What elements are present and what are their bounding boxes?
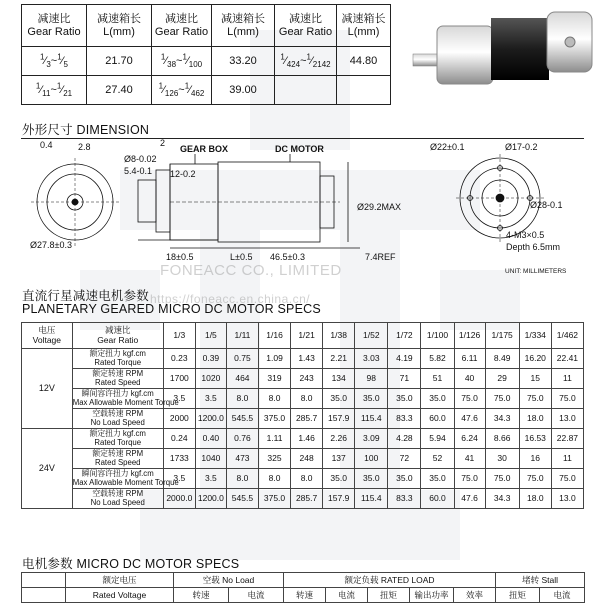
parameter-en: Rated Speed: [94, 457, 141, 467]
header-cn: 减速箱长: [341, 12, 386, 25]
spec-value: 1.43: [291, 349, 323, 369]
spec-value: 8.0: [291, 469, 323, 489]
gear-ratio-row: [22, 47, 391, 76]
ratio-column-header: 1/3: [163, 323, 195, 349]
motor-blank-cell: [22, 573, 66, 588]
ratio-part: ~: [300, 54, 307, 67]
ratio-part: 1: [158, 80, 164, 90]
parameter-cell: [72, 468, 179, 489]
dim-465: 46.5±0.3: [270, 252, 305, 262]
gear-ratio-range: $^1⁄_{424}\sim^1⁄_{2142}$: [275, 47, 337, 76]
motor-sub-header: 电流: [326, 588, 368, 603]
spec-value: 11: [551, 449, 583, 469]
ratio-part: 1: [306, 51, 311, 61]
specs-title-en: PLANETARY GEARED MICRO DC MOTOR SPECS: [22, 302, 321, 316]
spec-value: 115.4: [355, 489, 388, 509]
ratio-column-header: 1/11: [226, 323, 258, 349]
spec-row: [22, 489, 584, 509]
header-en: Gear Ratio: [278, 25, 333, 38]
spec-value: 16.53: [519, 429, 551, 449]
ratio-part: ~: [50, 83, 57, 96]
dim-8: Ø8-0.02: [124, 154, 157, 164]
specs-title-cn: 直流行星减速电机参数: [22, 289, 150, 303]
dimension-title: 外形尺寸 DIMENSION: [22, 123, 150, 137]
ratio-part: ~: [178, 83, 185, 96]
motor-photo: [405, 2, 595, 92]
spec-value: 1.09: [258, 349, 290, 369]
header-en: L(mm): [347, 25, 380, 38]
spec-value: 72: [388, 449, 421, 469]
spec-value: 8.0: [291, 389, 323, 409]
gear-box-length: 44.80: [337, 47, 391, 76]
spec-value: 375.0: [258, 489, 290, 509]
spec-value: 41: [454, 449, 485, 469]
spec-value: 75.0: [454, 469, 485, 489]
spec-value: 1.11: [258, 429, 290, 449]
spec-value: 0.40: [195, 429, 226, 449]
dim-292: Ø29.2MAX: [357, 202, 402, 212]
dim-278: Ø27.8±0.3: [30, 240, 72, 250]
parameter-cell: [72, 409, 163, 429]
header-en: Gear Ratio: [154, 25, 209, 38]
dc-motor-label: DC MOTOR: [275, 144, 324, 154]
spec-value: 13.0: [551, 489, 583, 509]
ratio-column-header: 1/5: [195, 323, 226, 349]
spec-value: 8.66: [485, 429, 519, 449]
dim-04: 0.4: [40, 140, 53, 150]
parameter-cn: 额定扭力 kgf.cm: [89, 348, 146, 358]
spec-row: [22, 429, 584, 449]
gear-ratio-row: [22, 76, 391, 105]
dim-m3: 4-M3×0.5: [506, 230, 545, 240]
spec-value: 100: [355, 449, 388, 469]
spec-value: 1200.0: [195, 489, 226, 509]
ratio-part: 1: [56, 80, 62, 90]
spec-value: 35.0: [355, 469, 388, 489]
motor-blank-cell: [22, 588, 66, 603]
parameter-cn: 额定转速 RPM: [92, 368, 144, 378]
dim-2: 2: [160, 138, 166, 148]
spec-value: 3.5: [163, 389, 195, 409]
no-load-header: 空载 No Load: [174, 573, 284, 588]
parameter-cell: [72, 388, 179, 409]
spec-value: 83.3: [388, 489, 421, 509]
spec-value: 8.0: [226, 389, 258, 409]
rated-voltage-en: Rated Voltage: [66, 588, 174, 603]
spec-value: 60.0: [421, 409, 454, 429]
spec-value: 75.0: [485, 469, 519, 489]
spec-value: 35.0: [323, 389, 355, 409]
ratio-part: 1: [280, 51, 285, 61]
specs-header-row: [22, 323, 584, 349]
spec-value: 3.5: [163, 469, 195, 489]
spec-value: 545.5: [226, 409, 258, 429]
parameter-cn: 空载转速 RPM: [92, 488, 144, 498]
ratio-column-header: 1/100: [421, 323, 454, 349]
spec-value: 15: [519, 369, 551, 389]
spec-value: 0.23: [163, 349, 195, 369]
watermark-url: https://foneacc.en.china.cn/: [150, 292, 311, 306]
spec-value: 83.3: [388, 409, 421, 429]
motor-sub-header: 电流: [540, 588, 585, 603]
gear-box-length: 39.00: [212, 76, 275, 105]
spec-value: 319: [258, 369, 290, 389]
dim-54: 5.4-0.1: [124, 166, 153, 176]
spec-value: 5.82: [421, 349, 454, 369]
dim-28: 2.8: [78, 142, 91, 152]
spec-value: 2000.0: [163, 489, 195, 509]
header-en: L(mm): [103, 25, 135, 38]
gear-box-length: 21.70: [87, 47, 152, 76]
ratio-part: 11: [42, 88, 51, 98]
parameter-cn: 空载转速 RPM: [92, 408, 144, 418]
rated-load-header: 额定负载 RATED LOAD: [284, 573, 496, 588]
specs-table: [21, 322, 584, 509]
motor-specs-title: 电机参数 MICRO DC MOTOR SPECS: [22, 557, 240, 571]
gear-ratio-range: $^1⁄_3\sim^1⁄_5$: [22, 47, 87, 76]
spec-value: 8.0: [258, 469, 290, 489]
spec-value: 8.49: [485, 349, 519, 369]
spec-value: 98: [355, 369, 388, 389]
spec-value: 35.0: [323, 469, 355, 489]
spec-value: 71: [388, 369, 421, 389]
parameter-en: Rated Torque: [94, 357, 142, 367]
spec-value: 22.41: [551, 349, 583, 369]
dim-12: 12-0.2: [170, 169, 196, 179]
gear-ratio-header: [22, 5, 87, 47]
ratio-header-en: Gear Ratio: [97, 334, 139, 345]
spec-value: 60.0: [421, 489, 454, 509]
spec-value: 0.39: [195, 349, 226, 369]
spec-value: 464: [226, 369, 258, 389]
spec-value: 2.26: [323, 429, 355, 449]
ratio-part: 1: [184, 80, 190, 90]
ratio-part: 3: [46, 59, 51, 69]
motor-sub-header: 转速: [174, 588, 229, 603]
spec-value: 1200.0: [195, 409, 226, 429]
ratio-part: 126: [164, 88, 179, 98]
ratio-column-header: 1/126: [454, 323, 485, 349]
spec-value: 35.0: [421, 469, 454, 489]
voltage-header-en: Voltage: [32, 334, 62, 345]
motor-sub-header: 效率: [454, 588, 496, 603]
spec-value: 75.0: [485, 389, 519, 409]
ratio-part: 21: [63, 88, 73, 98]
rated-voltage-header: 额定电压: [66, 573, 174, 588]
spec-value: 34.3: [485, 409, 519, 429]
parameter-en: Max Allowable Moment Torque: [72, 397, 179, 407]
motor-specs-table: [21, 572, 585, 603]
parameter-cn: 瞬间容许扭力 kgf.cm: [81, 388, 154, 398]
spec-value: 325: [258, 449, 290, 469]
parameter-cn: 额定扭力 kgf.cm: [89, 428, 146, 438]
header-cn: 减速比: [165, 12, 198, 25]
spec-value: 473: [226, 449, 258, 469]
dimension-drawing: [20, 140, 585, 275]
ratio-column-header: 1/52: [355, 323, 388, 349]
spec-value: 0.75: [226, 349, 258, 369]
unit-label: UNIT: MILLIMETERS: [505, 268, 567, 275]
gear-box-length: [275, 76, 337, 105]
spec-value: 0.24: [163, 429, 195, 449]
ratio-part: ~: [50, 54, 58, 67]
parameter-cell: [72, 489, 163, 509]
ratio-part: 424: [286, 59, 301, 69]
spec-value: 35.0: [388, 469, 421, 489]
ratio-part: 1: [35, 80, 41, 90]
parameter-en: No Load Speed: [90, 417, 145, 427]
gear-ratio-range: $^1⁄_{126}\sim^1⁄_{462}$: [152, 76, 212, 105]
spec-value: 75.0: [454, 389, 485, 409]
spec-value: 18.0: [519, 409, 551, 429]
dimension-rule: [21, 138, 584, 139]
voltage-cell: 12V: [22, 349, 73, 429]
ratio-part: 462: [191, 88, 205, 98]
dim-depth: Depth 6.5mm: [506, 242, 561, 252]
ratio-column-header: 1/21: [291, 323, 323, 349]
spec-value: 75.0: [519, 389, 551, 409]
parameter-cn: 额定转速 RPM: [92, 448, 144, 458]
gear-ratio-header: [152, 5, 212, 47]
spec-value: 5.94: [421, 429, 454, 449]
spec-value: 134: [323, 369, 355, 389]
ratio-part: ~: [176, 54, 183, 67]
gear-box-length: 33.20: [212, 47, 275, 76]
dim-17: Ø17-0.2: [505, 142, 538, 152]
spec-value: 3.5: [195, 469, 226, 489]
spec-value: 29: [485, 369, 519, 389]
watermark-company: FONEACC CO., LIMITED: [160, 262, 342, 279]
spec-value: 1700: [163, 369, 195, 389]
spec-value: 157.9: [323, 409, 355, 429]
ratio-column-header: 1/38: [323, 323, 355, 349]
spec-value: 40: [454, 369, 485, 389]
spec-value: 47.6: [454, 489, 485, 509]
header-cn: 减速箱长: [97, 12, 141, 25]
spec-row: [22, 349, 584, 369]
ratio-column-header: 1/175: [485, 323, 519, 349]
spec-value: 35.0: [421, 389, 454, 409]
gear-ratio-header: [337, 5, 391, 47]
spec-value: 4.19: [388, 349, 421, 369]
ratio-header-cn: 减速比: [104, 325, 131, 335]
spec-value: 6.11: [454, 349, 485, 369]
gear-box-length: 27.40: [87, 76, 152, 105]
spec-row: [22, 469, 584, 489]
motor-sub-header: 电流: [229, 588, 284, 603]
motor-sub-header: 转速: [284, 588, 326, 603]
spec-value: 1040: [195, 449, 226, 469]
gear-ratio-header: [275, 5, 337, 47]
spec-value: 16: [519, 449, 551, 469]
spec-value: 16.20: [519, 349, 551, 369]
parameter-en: Max Allowable Moment Torque: [72, 477, 179, 487]
parameter-cell: [72, 429, 163, 449]
ratio-part: 2142: [312, 59, 331, 69]
spec-value: 1020: [195, 369, 226, 389]
gear-ratio-range: $^1⁄_{11}\sim^1⁄_{21}$: [22, 76, 87, 105]
spec-value: 2000: [163, 409, 195, 429]
spec-value: 8.0: [226, 469, 258, 489]
ratio-part: 1: [57, 51, 62, 61]
ratio-part: 1: [160, 51, 166, 61]
spec-value: 0.76: [226, 429, 258, 449]
spec-value: 4.28: [388, 429, 421, 449]
spec-value: 51: [421, 369, 454, 389]
motor-sub-header: 扭矩: [368, 588, 410, 603]
voltage-header: [22, 323, 73, 349]
header-en: Gear Ratio: [27, 25, 81, 38]
ratio-column-header: 1/16: [258, 323, 290, 349]
spec-value: 3.09: [355, 429, 388, 449]
ratio-column-header: 1/72: [388, 323, 421, 349]
ratio-part: 100: [188, 59, 203, 69]
parameter-en: No Load Speed: [90, 497, 145, 507]
header-cn: 减速比: [289, 12, 322, 25]
spec-value: 22.87: [551, 429, 583, 449]
spec-value: 30: [485, 449, 519, 469]
spec-value: 1.46: [291, 429, 323, 449]
header-cn: 减速箱长: [221, 12, 265, 25]
parameter-cn: 瞬间容许扭力 kgf.cm: [81, 468, 154, 478]
header-cn: 减速比: [37, 12, 71, 25]
stall-header: 堵转 Stall: [496, 573, 585, 588]
spec-value: 285.7: [291, 409, 323, 429]
dim-18: 18±0.5: [166, 252, 194, 262]
spec-value: 75.0: [551, 389, 583, 409]
ratio-part: 1: [182, 51, 187, 61]
voltage-cell: 24V: [22, 429, 73, 509]
ratio-part: 38: [167, 59, 177, 69]
spec-value: 545.5: [226, 489, 258, 509]
spec-value: 137: [323, 449, 355, 469]
spec-row: [22, 369, 584, 389]
spec-value: 115.4: [355, 409, 388, 429]
parameter-en: Rated Speed: [94, 377, 141, 387]
spec-value: 75.0: [551, 469, 583, 489]
spec-value: 34.3: [485, 489, 519, 509]
spec-value: 3.03: [355, 349, 388, 369]
spec-value: 157.9: [323, 489, 355, 509]
gear-ratio-header: [212, 5, 275, 47]
spec-row: [22, 409, 584, 429]
voltage-header-cn: 电压: [38, 325, 56, 335]
spec-row: [22, 449, 584, 469]
parameter-cell: [72, 369, 163, 389]
gear-box-length: [337, 76, 391, 105]
parameter-en: Rated Torque: [94, 437, 142, 447]
spec-row: [22, 389, 584, 409]
spec-value: 243: [291, 369, 323, 389]
gear-ratio-header: [87, 5, 152, 47]
dim-28b: Ø28-0.1: [530, 200, 563, 210]
header-en: L(mm): [227, 25, 259, 38]
spec-value: 2.21: [323, 349, 355, 369]
motor-sub-header: 输出功率: [410, 588, 454, 603]
spec-value: 1733: [163, 449, 195, 469]
spec-value: 13.0: [551, 409, 583, 429]
ratio-part: 1: [40, 51, 45, 61]
spec-value: 35.0: [388, 389, 421, 409]
ratio-part: 5: [63, 59, 68, 69]
spec-value: 11: [551, 369, 583, 389]
spec-value: 52: [421, 449, 454, 469]
dim-74: 7.4REF: [365, 252, 396, 262]
spec-value: 75.0: [519, 469, 551, 489]
spec-value: 248: [291, 449, 323, 469]
parameter-cell: [72, 449, 163, 469]
spec-value: 6.24: [454, 429, 485, 449]
motor-sub-header: 扭矩: [496, 588, 540, 603]
spec-value: 8.0: [258, 389, 290, 409]
spec-value: 375.0: [258, 409, 290, 429]
spec-value: 47.6: [454, 409, 485, 429]
dim-22: Ø22±0.1: [430, 142, 465, 152]
gear-ratio-table: [21, 4, 391, 105]
dim-L: L±0.5: [230, 252, 253, 262]
spec-value: 18.0: [519, 489, 551, 509]
ratio-header: [72, 323, 163, 349]
spec-value: 3.5: [195, 389, 226, 409]
spec-value: 285.7: [291, 489, 323, 509]
gear-ratio-range: $^1⁄_{38}\sim^1⁄_{100}$: [152, 47, 212, 76]
spec-value: 35.0: [355, 389, 388, 409]
gear-box-label: GEAR BOX: [180, 144, 229, 154]
ratio-column-header: 1/462: [551, 323, 583, 349]
parameter-cell: [72, 349, 163, 369]
ratio-column-header: 1/334: [519, 323, 551, 349]
